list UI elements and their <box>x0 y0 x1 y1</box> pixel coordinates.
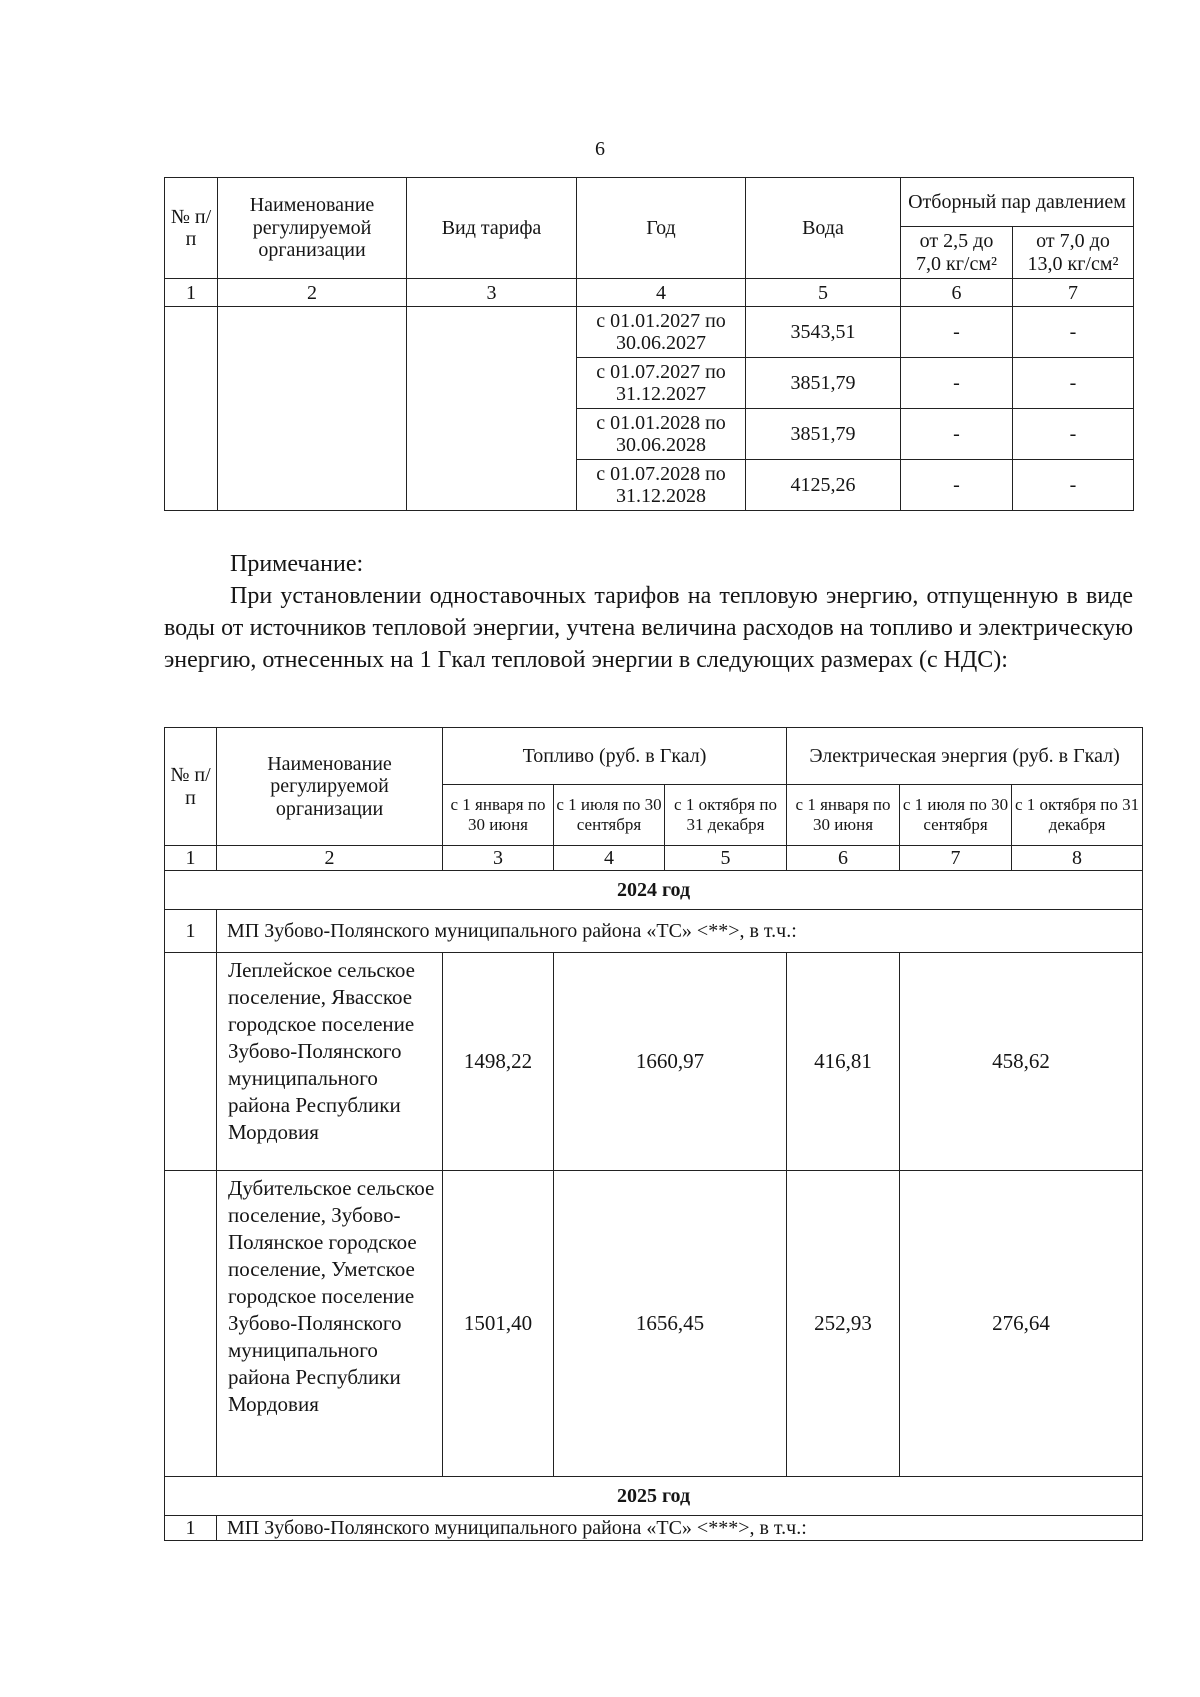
org-num: 1 <box>165 1516 217 1541</box>
steam-high-cell: - <box>1013 409 1134 460</box>
fuel-h1-cell: 1498,22 <box>443 953 554 1171</box>
tariff-table <box>164 177 1134 511</box>
note-text: При установлении одноставочных тарифов на тепловую энергию, отпущенную в виде воды от источников тепловой энергии, учтена величина расходов на топливо и электрическую энергию, отнесенных на 1 Гкал тепловой энергии в следующих размерах (с НДС): <box>164 583 1133 673</box>
org-name: МП Зубово-Полянского муниципального района «ТС» <**>, в т.ч.: <box>217 910 1143 953</box>
fuel-h1-cell: 1501,40 <box>443 1171 554 1477</box>
col-index: 4 <box>577 279 746 307</box>
water-cell: 4125,26 <box>746 460 901 511</box>
steam-high-cell: - <box>1013 307 1134 358</box>
steam-low-cell: - <box>901 460 1013 511</box>
col-index: 3 <box>407 279 577 307</box>
header-tariff-type: Вид тарифа <box>407 178 577 279</box>
col-index: 1 <box>165 846 217 871</box>
col-index: 6 <box>901 279 1013 307</box>
el-h2-cell: 458,62 <box>900 953 1143 1171</box>
header-period: с 1 июля по 30 сентября <box>900 785 1012 846</box>
table-header-row <box>165 728 1143 785</box>
table-row <box>165 953 1143 1171</box>
empty-cell <box>218 307 407 511</box>
org-row <box>165 1516 1143 1541</box>
header-org: Наименование регулируемой организации <box>218 178 407 279</box>
header-steam: Отборный пар давлением <box>901 178 1134 227</box>
header-period: с 1 января по 30 июня <box>443 785 554 846</box>
empty-cell <box>165 1171 217 1477</box>
year-row <box>165 1477 1143 1516</box>
fuel-electricity-table <box>164 727 1143 1541</box>
header-electricity: Электрическая энергия (руб. в Гкал) <box>787 728 1143 785</box>
header-num: № п/п <box>165 728 217 846</box>
org-name: МП Зубово-Полянского муниципального района «ТС» <***>, в т.ч.: <box>217 1516 1143 1541</box>
steam-high-cell: - <box>1013 460 1134 511</box>
col-index: 5 <box>746 279 901 307</box>
header-period: с 1 января по 30 июня <box>787 785 900 846</box>
header-period: с 1 октября по 31 декабря <box>1012 785 1143 846</box>
water-cell: 3851,79 <box>746 358 901 409</box>
steam-low-cell: - <box>901 307 1013 358</box>
year-label: 2024 год <box>165 871 1143 910</box>
org-row <box>165 910 1143 953</box>
header-period: с 1 октября по 31 декабря <box>665 785 787 846</box>
empty-cell <box>407 307 577 511</box>
el-h1-cell: 252,93 <box>787 1171 900 1477</box>
col-index: 7 <box>900 846 1012 871</box>
table-row <box>165 1171 1143 1477</box>
header-period: с 1 июля по 30 сентября <box>554 785 665 846</box>
header-fuel: Топливо (руб. в Гкал) <box>443 728 787 785</box>
col-index: 6 <box>787 846 900 871</box>
el-h2-cell: 276,64 <box>900 1171 1143 1477</box>
header-steam-low: от 2,5 до 7,0 кг/см² <box>901 227 1013 279</box>
col-index: 1 <box>165 279 218 307</box>
column-index-row <box>165 846 1143 871</box>
year-label: 2025 год <box>165 1477 1143 1516</box>
org-num: 1 <box>165 910 217 953</box>
column-index-row <box>165 279 1134 307</box>
table-row <box>165 307 1134 358</box>
header-water: Вода <box>746 178 901 279</box>
table-header-row <box>165 178 1134 227</box>
col-index: 8 <box>1012 846 1143 871</box>
header-num: № п/п <box>165 178 218 279</box>
col-index: 5 <box>665 846 787 871</box>
empty-cell <box>165 307 218 511</box>
page-number: 6 <box>595 138 605 160</box>
header-org: Наименование регулируемой организации <box>217 728 443 846</box>
el-h1-cell: 416,81 <box>787 953 900 1171</box>
settlement-name: Леплейское сельское поселение, Явасское городское поселение Зубово-Полянского муниципального района Республики Мордовия <box>217 953 443 1171</box>
steam-low-cell: - <box>901 409 1013 460</box>
steam-low-cell: - <box>901 358 1013 409</box>
fuel-h2-cell: 1660,97 <box>554 953 787 1171</box>
empty-cell <box>165 953 217 1171</box>
year-row <box>165 871 1143 910</box>
period-cell: с 01.07.2028 по 31.12.2028 <box>577 460 746 511</box>
col-index: 2 <box>218 279 407 307</box>
fuel-h2-cell: 1656,45 <box>554 1171 787 1477</box>
steam-high-cell: - <box>1013 358 1134 409</box>
col-index: 2 <box>217 846 443 871</box>
col-index: 3 <box>443 846 554 871</box>
water-cell: 3543,51 <box>746 307 901 358</box>
header-year: Год <box>577 178 746 279</box>
col-index: 4 <box>554 846 665 871</box>
period-cell: с 01.01.2028 по 30.06.2028 <box>577 409 746 460</box>
note-title: Примечание: <box>230 551 364 577</box>
header-steam-high: от 7,0 до 13,0 кг/см² <box>1013 227 1134 279</box>
settlement-name: Дубительское сельское поселение, Зубово-Полянское городское поселение, Уметское городское поселение Зубово-Полянского муниципального района Республики Мордовия <box>217 1171 443 1477</box>
period-cell: с 01.01.2027 по 30.06.2027 <box>577 307 746 358</box>
water-cell: 3851,79 <box>746 409 901 460</box>
period-cell: с 01.07.2027 по 31.12.2027 <box>577 358 746 409</box>
col-index: 7 <box>1013 279 1134 307</box>
